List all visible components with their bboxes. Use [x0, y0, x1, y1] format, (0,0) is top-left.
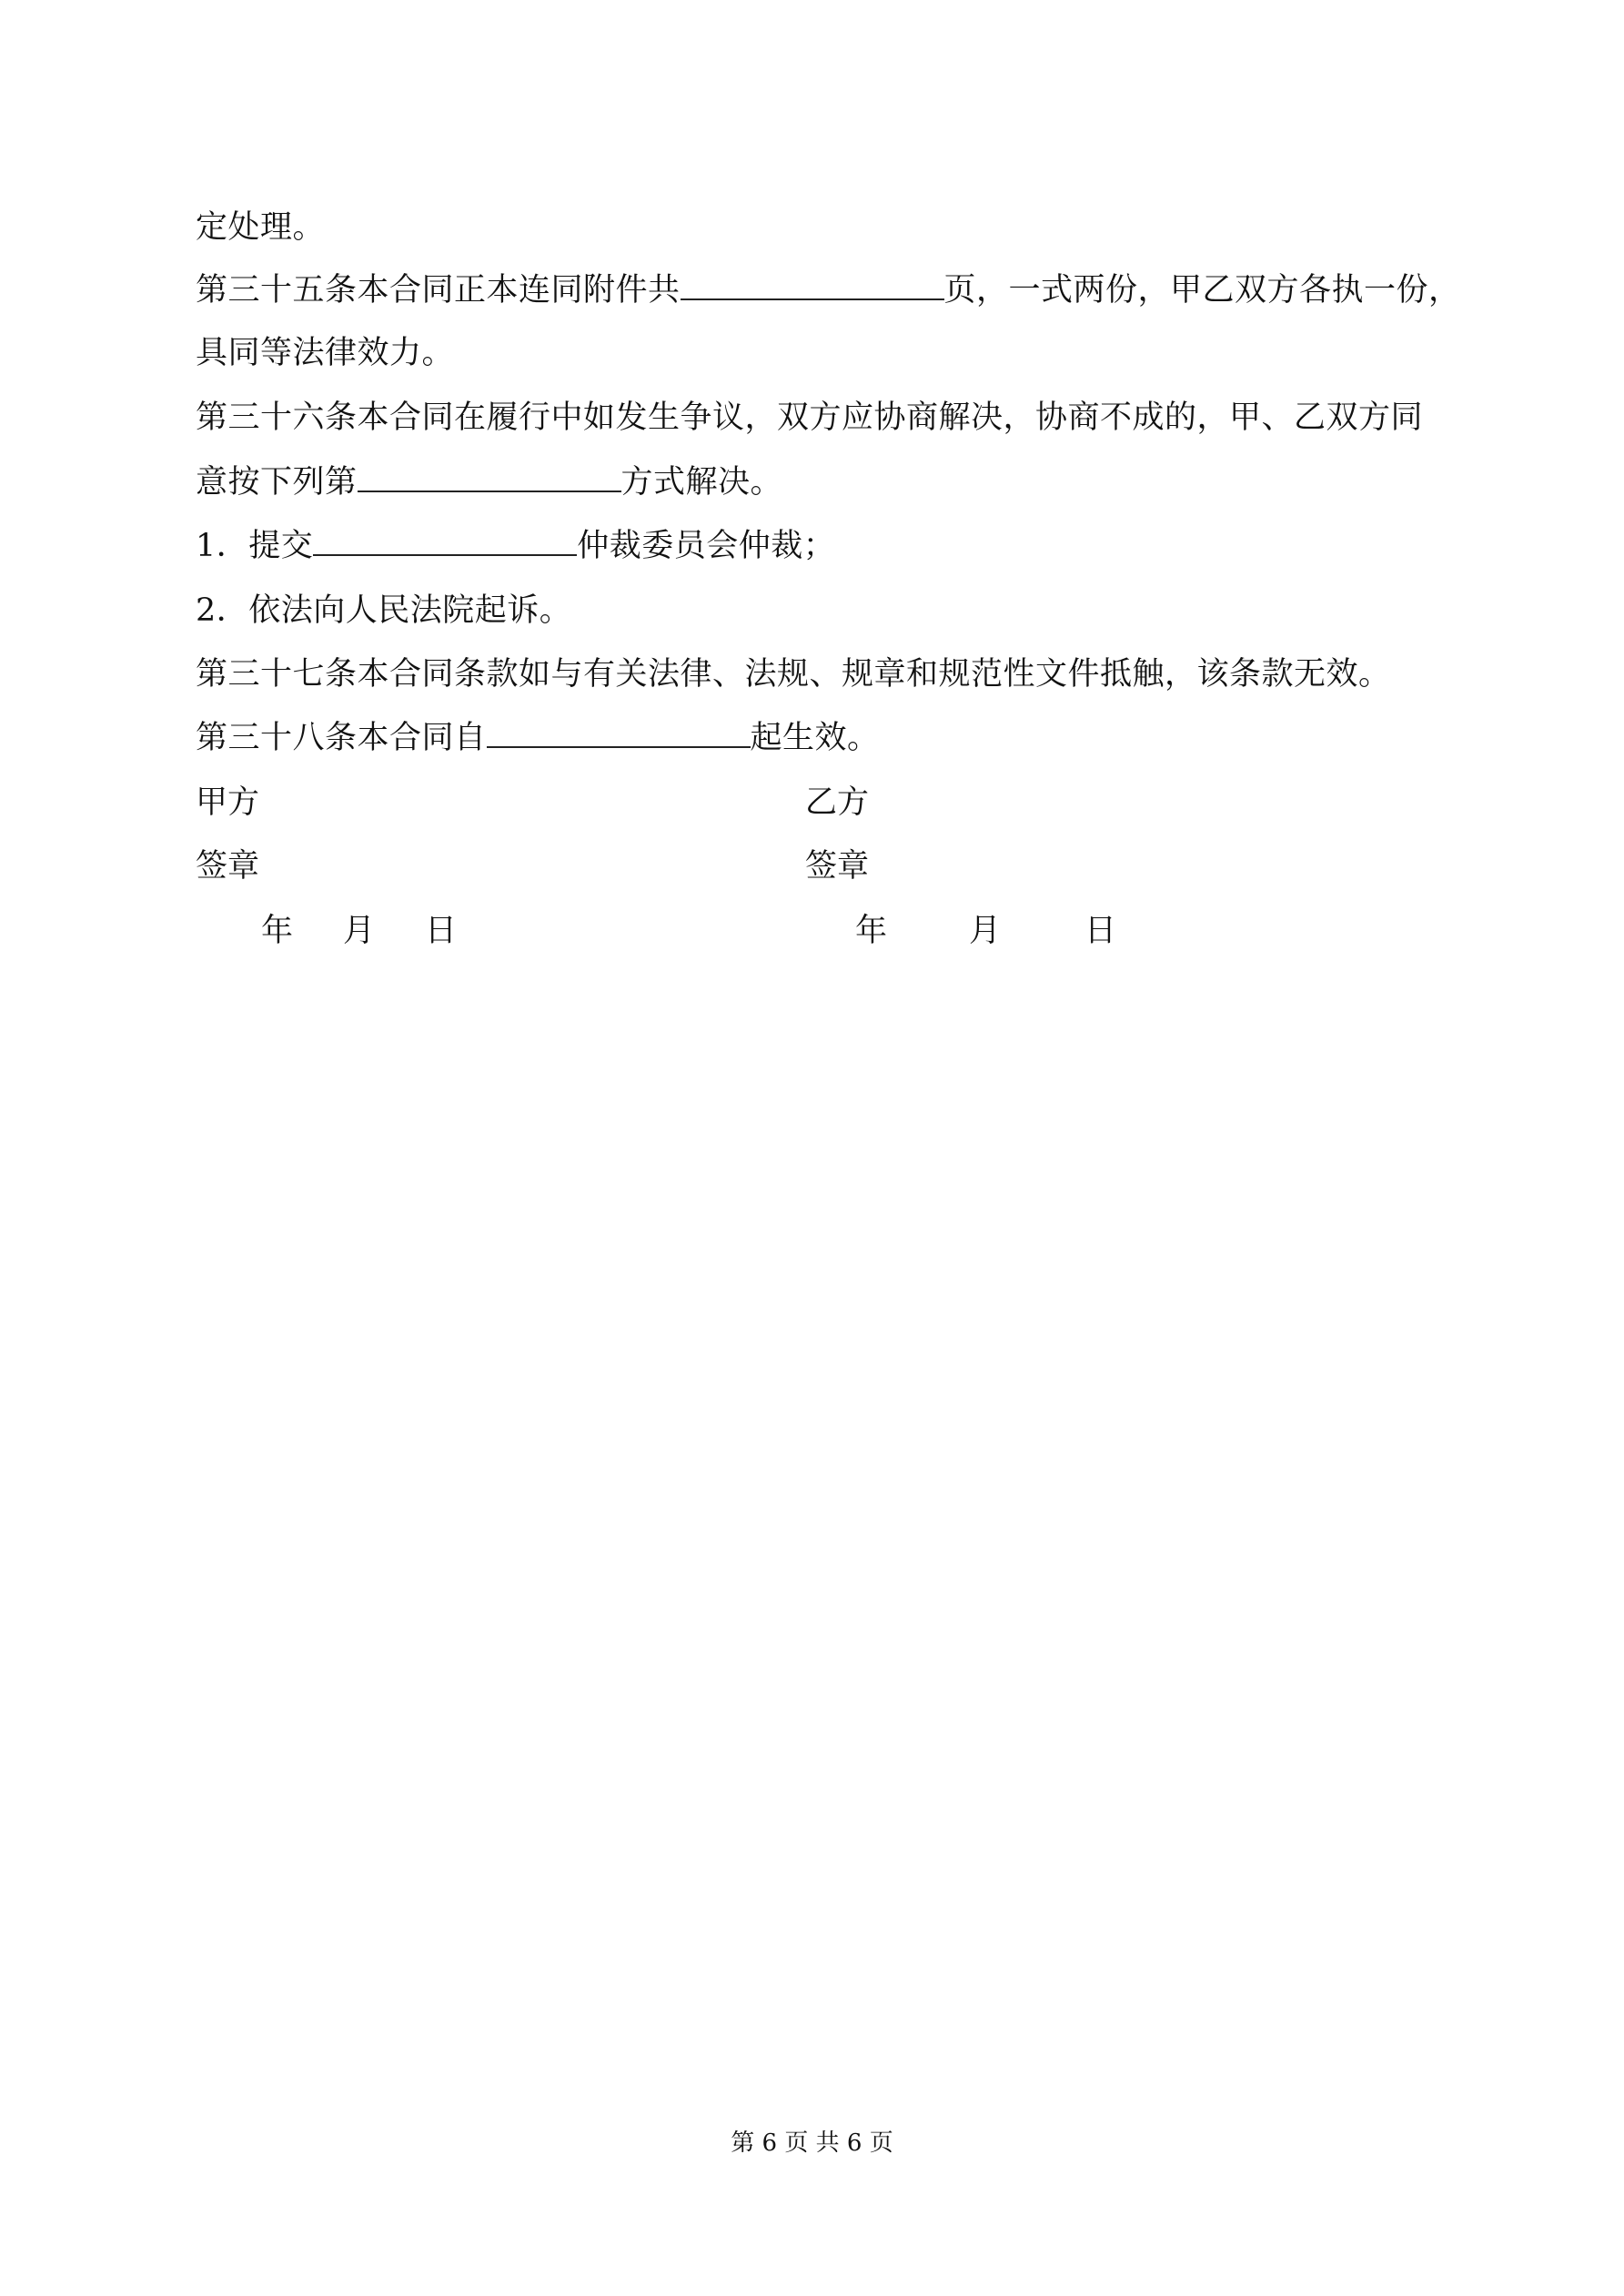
option-2-line — [196, 591, 571, 631]
page-footer — [0, 2128, 1624, 2159]
article-35-cont-line — [196, 333, 454, 373]
arbitration-committee-blank[interactable] — [313, 527, 577, 556]
article-38-line — [196, 718, 880, 758]
article-36-cont: 意按下列第 — [196, 464, 358, 501]
article-37-text: 第三十七条本合同条款如与有关法律、法规、规章和规范性文件抵触，该条款无效。 — [196, 656, 1391, 693]
party-b-month-label: 月 — [969, 913, 1002, 949]
party-b-year-label: 年 — [855, 913, 888, 949]
article-35-cont: 具同等法律效力。 — [196, 335, 455, 371]
article-38-text-end: 起生效。 — [750, 720, 880, 756]
effective-date-blank[interactable] — [487, 719, 751, 748]
dispute-method-blank[interactable] — [358, 463, 621, 492]
option-1-text: 1．提交 — [196, 528, 314, 564]
party-a-month-label: 月 — [343, 913, 376, 949]
article-36-line — [196, 398, 1423, 438]
option-1-text-end: 仲裁委员会仲裁； — [577, 528, 836, 564]
party-a-year-label: 年 — [261, 913, 294, 949]
article-36-text: 第三十六条本合同在履行中如发生争议，双方应协商解决，协商不成的，甲、乙双方同 — [196, 400, 1424, 436]
article-35-line — [196, 270, 1461, 310]
continued-text-line — [196, 207, 325, 248]
party-b-seal-label: 签章 — [805, 848, 870, 885]
article-37-line — [196, 654, 1391, 694]
option-1-line — [196, 526, 835, 566]
article-36-cont-line — [196, 462, 782, 502]
article-35-text: 第三十五条本合同正本连同附件共 — [196, 272, 681, 308]
article-36-cont-end: 方式解决。 — [620, 464, 783, 501]
continued-text: 定处理。 — [196, 209, 326, 246]
article-35-text-end: 页，一式两份，甲乙双方各执一份， — [943, 272, 1461, 308]
option-2-text: 2．依法向人民法院起诉。 — [196, 592, 572, 629]
party-a-day-label: 日 — [425, 913, 458, 949]
article-38-text: 第三十八条本合同自 — [196, 720, 487, 756]
party-a-label: 甲方 — [196, 784, 260, 821]
page-count-blank[interactable] — [681, 271, 944, 300]
party-b-label: 乙方 — [805, 784, 870, 821]
party-a-seal-label: 签章 — [196, 848, 260, 885]
party-b-day-label: 日 — [1084, 913, 1117, 949]
page-number: 第 6 页 共 6 页 — [731, 2129, 893, 2157]
